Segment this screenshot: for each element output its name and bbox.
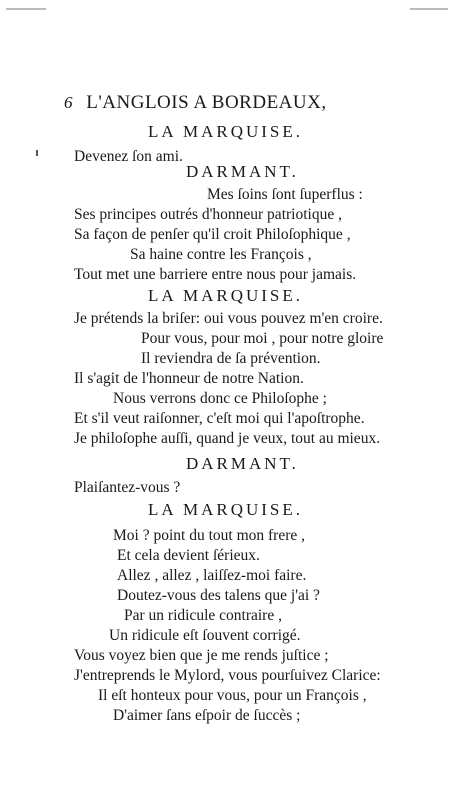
verse-line: Il eſt honteux pour vous, pour un François , — [98, 687, 367, 704]
verse-line: Je philoſophe auſſi, quand je veux, tout au mieux. — [74, 430, 381, 447]
verse-line: J'entreprends le Mylord, vous pourſuivez Clarice: — [74, 667, 381, 684]
verse-line: Vous voyez bien que je me rends juſtice ; — [74, 647, 329, 664]
speaker-name: DARMANT. — [186, 162, 299, 181]
verse-line: Plaiſantez-vous ? — [74, 479, 181, 496]
speaker-name: LA MARQUISE. — [148, 286, 304, 305]
verse-line: Il reviendra de ſa prévention. — [141, 350, 321, 367]
speaker-name: LA MARQUISE. — [148, 500, 304, 519]
verse-line: Allez , allez , laiſſez-moi faire. — [117, 567, 307, 584]
verse-line: Mes ſoins ſont ſuperflus : — [207, 186, 363, 203]
verse-line: Je prétends la briſer: oui vous pouvez m'en croire. — [74, 310, 383, 327]
verse-line: Il s'agit de l'honneur de notre Nation. — [74, 370, 304, 387]
verse-line: Tout met une barriere entre nous pour jamais. — [74, 266, 357, 283]
verse-line: Devenez ſon ami. — [74, 148, 183, 165]
verse-line: Pour vous, pour moi , pour notre gloire — [141, 330, 384, 347]
verse-line: Moi ? point du tout mon frere , — [113, 527, 305, 544]
speaker-name: DARMANT. — [186, 454, 299, 473]
running-header — [64, 92, 394, 114]
verse-line: D'aimer ſans eſpoir de ſuccès ; — [113, 707, 301, 724]
running-title: L'ANGLOIS A BORDEAUX, — [86, 92, 327, 113]
verse-line: Par un ridicule contraire , — [124, 607, 282, 624]
margin-mark — [36, 150, 38, 156]
speaker-name: LA MARQUISE. — [148, 122, 304, 141]
verse-line: Un ridicule eſt ſouvent corrigé. — [109, 627, 301, 644]
verse-line: Et s'il veut raiſonner, c'eſt moi qui l'apoſtrophe. — [74, 410, 365, 427]
verse-line: Et cela devient ſérieux. — [117, 547, 260, 564]
page-number: 6 — [64, 93, 73, 112]
verse-line: Sa haine contre les François , — [130, 246, 312, 263]
verse-line: Ses principes outrés d'honneur patriotique , — [74, 206, 342, 223]
verse-line: Sa façon de penſer qu'il croit Philoſophique , — [74, 226, 351, 243]
page-edge-mark — [410, 8, 448, 10]
verse-line: Doutez-vous des talens que j'ai ? — [117, 587, 320, 604]
page-edge-mark — [6, 8, 46, 10]
verse-line: Nous verrons donc ce Philoſophe ; — [113, 390, 327, 407]
